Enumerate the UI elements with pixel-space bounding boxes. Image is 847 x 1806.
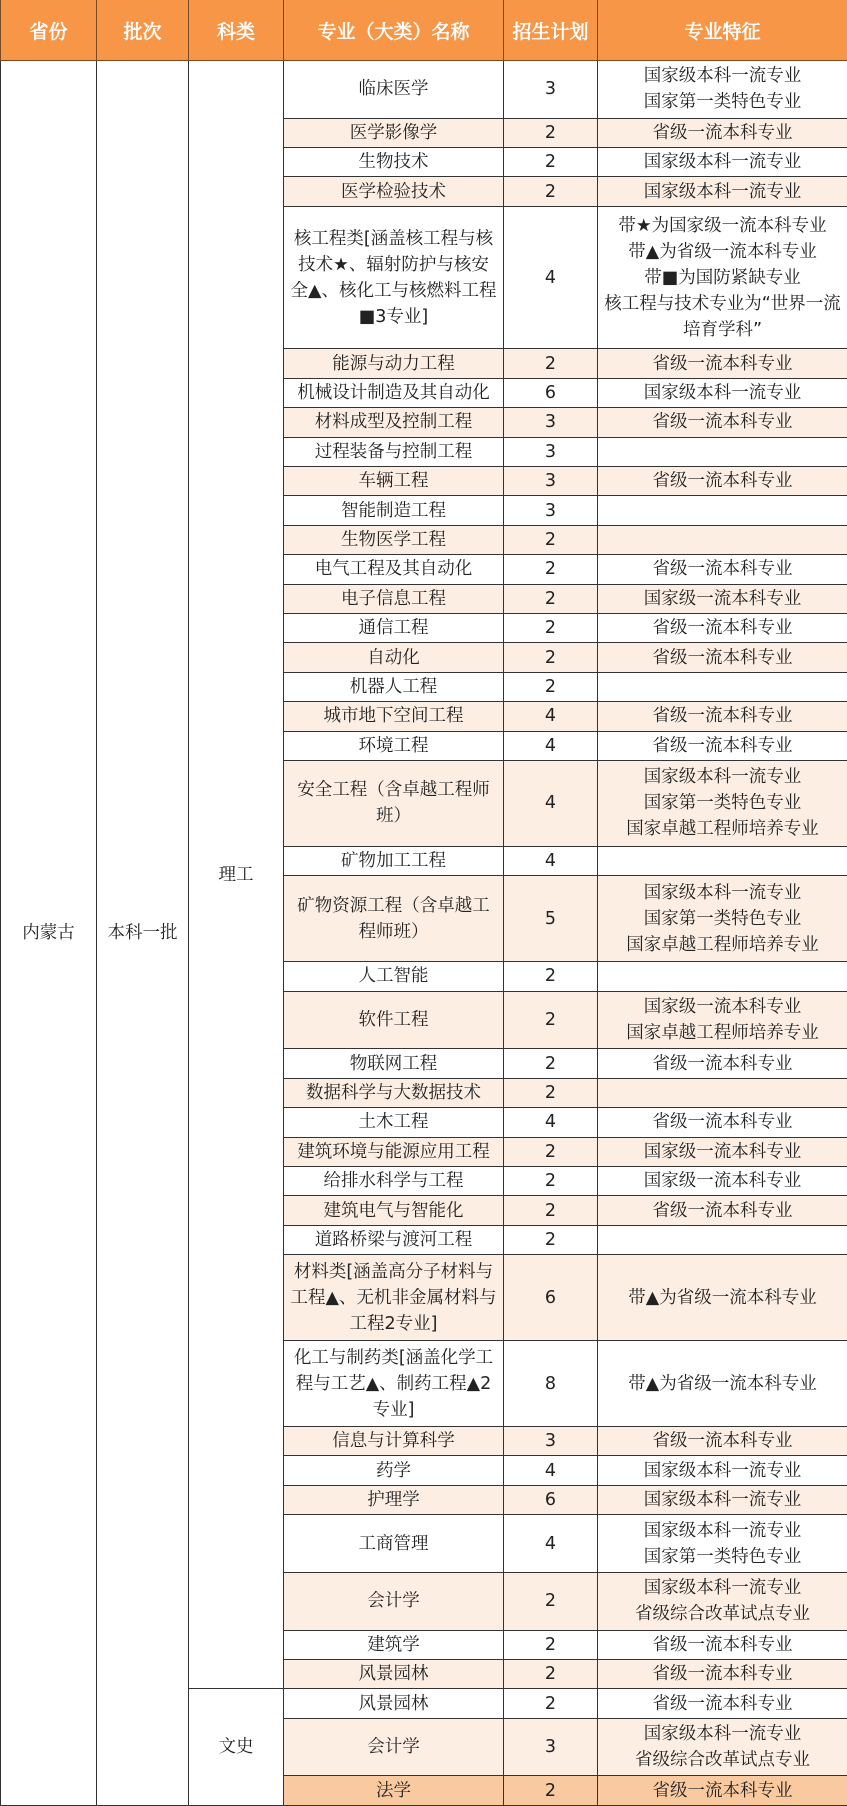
feature-line: 国家级本科一流专业 (643, 1578, 802, 1599)
enrollment-plan: 2 (504, 962, 598, 991)
enrollment-plan: 3 (504, 496, 598, 525)
enrollment-plan: 2 (504, 118, 598, 147)
major-name: 生物医学工程 (284, 525, 504, 554)
major-features (598, 378, 847, 407)
major-name: 车辆工程 (284, 467, 504, 496)
enrollment-plan: 2 (504, 177, 598, 206)
enrollment-plan: 2 (504, 672, 598, 701)
feature-line: 国家级一流本科专业 (643, 997, 802, 1018)
enrollment-plan: 2 (504, 1049, 598, 1078)
feature-line: 省级一流本科专业 (652, 1664, 793, 1685)
feature-line: 国家卓越工程师培养专业 (626, 934, 819, 955)
major-features (598, 991, 847, 1049)
major-features (598, 206, 847, 349)
major-name: 城市地下空间工程 (284, 702, 504, 731)
major-name: 矿物资源工程（含卓越工程师班） (284, 876, 504, 962)
major-features (598, 1166, 847, 1195)
major-name: 建筑学 (284, 1630, 504, 1659)
feature-line: 省级一流本科专业 (652, 1693, 793, 1714)
enrollment-plan: 3 (504, 467, 598, 496)
major-features (598, 1341, 847, 1427)
major-features (598, 177, 847, 206)
major-features (598, 1689, 847, 1718)
major-name: 电气工程及其自动化 (284, 555, 504, 584)
enrollment-plan: 2 (504, 525, 598, 554)
major-features (598, 672, 847, 701)
major-name: 给排水科学与工程 (284, 1166, 504, 1195)
major-features (598, 1456, 847, 1485)
major-features (598, 1049, 847, 1078)
enrollment-plan: 8 (504, 1341, 598, 1427)
major-features (598, 437, 847, 466)
feature-line: 国家第一类特色专业 (643, 908, 802, 929)
major-features (598, 408, 847, 437)
major-features (598, 1196, 847, 1225)
major-name: 会计学 (284, 1718, 504, 1776)
header-plan: 招生计划 (504, 0, 598, 61)
major-name: 生物技术 (284, 148, 504, 177)
enrollment-plan: 2 (504, 643, 598, 672)
major-name: 通信工程 (284, 613, 504, 642)
feature-line: 省级一流本科专业 (652, 1200, 793, 1221)
feature-line: 省级综合改革试点专业 (635, 1604, 810, 1625)
feature-line: 省级一流本科专业 (652, 1634, 793, 1655)
category-cell: 文史 (189, 1689, 284, 1806)
major-name: 医学影像学 (284, 118, 504, 147)
feature-line: 国家级本科一流专业 (643, 1724, 802, 1745)
major-name: 材料类[涵盖高分子材料与工程▲、无机非金属材料与工程2专业] (284, 1255, 504, 1341)
major-name: 风景园林 (284, 1660, 504, 1689)
enrollment-plan: 2 (504, 1572, 598, 1630)
feature-line: 国家级一流本科专业 (643, 1141, 802, 1162)
major-features (598, 1255, 847, 1341)
feature-line: 国家卓越工程师培养专业 (626, 1023, 819, 1044)
major-features (598, 525, 847, 554)
major-name: 智能制造工程 (284, 496, 504, 525)
major-name: 法学 (284, 1776, 504, 1806)
major-name: 工商管理 (284, 1515, 504, 1573)
feature-line: 带▲为省级一流本科专业 (628, 1287, 817, 1308)
major-features (598, 613, 847, 642)
feature-line: 省级一流本科专业 (652, 412, 793, 433)
table-body (1, 61, 847, 1806)
major-name: 机器人工程 (284, 672, 504, 701)
feature-line: 带■为国防紧缺专业 (644, 267, 801, 288)
major-name: 材料成型及控制工程 (284, 408, 504, 437)
major-features (598, 731, 847, 760)
feature-line: 省级一流本科专业 (652, 735, 793, 756)
major-name: 自动化 (284, 643, 504, 672)
major-name: 道路桥梁与渡河工程 (284, 1225, 504, 1254)
feature-line: 省级一流本科专业 (652, 353, 793, 374)
enrollment-plan: 4 (504, 1456, 598, 1485)
enrollment-plan: 2 (504, 584, 598, 613)
major-features (598, 643, 847, 672)
major-features (598, 584, 847, 613)
major-name: 电子信息工程 (284, 584, 504, 613)
enrollment-plan: 4 (504, 731, 598, 760)
major-features (598, 702, 847, 731)
major-name: 临床医学 (284, 61, 504, 119)
feature-line: 省级一流本科专业 (652, 471, 793, 492)
header-category: 科类 (189, 0, 284, 61)
major-features (598, 148, 847, 177)
table-row (1, 61, 847, 119)
major-features (598, 496, 847, 525)
enrollment-plan: 3 (504, 1427, 598, 1456)
enrollment-plan: 5 (504, 876, 598, 962)
major-features (598, 846, 847, 875)
enrollment-plan: 2 (504, 1196, 598, 1225)
enrollment-plan: 4 (504, 206, 598, 349)
major-features (598, 760, 847, 846)
feature-line: 国家第一类特色专业 (643, 793, 802, 814)
feature-line: 省级综合改革试点专业 (635, 1750, 810, 1771)
feature-line: 省级一流本科专业 (652, 559, 793, 580)
header-province: 省份 (1, 0, 97, 61)
major-features (598, 1660, 847, 1689)
enrollment-plan: 3 (504, 437, 598, 466)
major-name: 人工智能 (284, 962, 504, 991)
major-features (598, 61, 847, 119)
feature-line: 国家卓越工程师培养专业 (626, 819, 819, 840)
major-features (598, 1630, 847, 1659)
major-name: 过程装备与控制工程 (284, 437, 504, 466)
feature-line: 核工程与技术专业为“世界一流培育学科” (604, 293, 841, 340)
enrollment-plan: 4 (504, 1108, 598, 1137)
major-name: 医学检验技术 (284, 177, 504, 206)
major-name: 建筑环境与能源应用工程 (284, 1137, 504, 1166)
feature-line: 省级一流本科专业 (652, 706, 793, 727)
major-name: 土木工程 (284, 1108, 504, 1137)
major-features (598, 555, 847, 584)
enrollment-plan: 4 (504, 760, 598, 846)
enrollment-plan: 3 (504, 1718, 598, 1776)
major-features (598, 1427, 847, 1456)
feature-line: 省级一流本科专业 (652, 122, 793, 143)
major-name: 数据科学与大数据技术 (284, 1078, 504, 1107)
enrollment-plan: 2 (504, 1166, 598, 1195)
enrollment-plan: 2 (504, 991, 598, 1049)
feature-line: 国家级本科一流专业 (643, 152, 802, 173)
enrollment-plan: 2 (504, 148, 598, 177)
header-batch: 批次 (97, 0, 189, 61)
major-name: 会计学 (284, 1572, 504, 1630)
header-row (1, 0, 847, 61)
major-features (598, 1776, 847, 1806)
feature-line: 省级一流本科专业 (652, 647, 793, 668)
major-name: 风景园林 (284, 1689, 504, 1718)
major-features (598, 1485, 847, 1514)
enrollment-plan: 4 (504, 1515, 598, 1573)
major-features (598, 118, 847, 147)
major-name: 核工程类[涵盖核工程与核技术★、辐射防护与核安全▲、核化工与核燃料工程■3专业] (284, 206, 504, 349)
major-name: 环境工程 (284, 731, 504, 760)
feature-line: 国家级本科一流专业 (643, 1490, 802, 1511)
major-features (598, 1225, 847, 1254)
major-features (598, 1108, 847, 1137)
enrollment-plan: 4 (504, 846, 598, 875)
feature-line: 省级一流本科专业 (652, 1780, 793, 1801)
enrollment-plan: 2 (504, 1078, 598, 1107)
enrollment-plan: 6 (504, 1255, 598, 1341)
enrollment-plan: 2 (504, 1137, 598, 1166)
major-features (598, 962, 847, 991)
feature-line: 国家级本科一流专业 (643, 181, 802, 202)
enrollment-plan: 3 (504, 408, 598, 437)
enrollment-plan: 2 (504, 1630, 598, 1659)
major-name: 建筑电气与智能化 (284, 1196, 504, 1225)
major-name: 能源与动力工程 (284, 349, 504, 378)
major-features (598, 1572, 847, 1630)
enrollment-plan: 2 (504, 613, 598, 642)
feature-line: 国家级本科一流专业 (643, 882, 802, 903)
major-name: 护理学 (284, 1485, 504, 1514)
feature-line: 国家级本科一流专业 (643, 66, 802, 87)
feature-line: 带★为国家级一流本科专业 (618, 215, 827, 236)
feature-line: 国家级本科一流专业 (643, 1460, 802, 1481)
major-features (598, 1515, 847, 1573)
major-name: 软件工程 (284, 991, 504, 1049)
major-name: 矿物加工工程 (284, 846, 504, 875)
major-features (598, 1137, 847, 1166)
major-name: 机械设计制造及其自动化 (284, 378, 504, 407)
major-name: 物联网工程 (284, 1049, 504, 1078)
enrollment-plan: 2 (504, 349, 598, 378)
feature-line: 国家级本科一流专业 (643, 383, 802, 404)
major-name: 药学 (284, 1456, 504, 1485)
feature-line: 国家级本科一流专业 (643, 1520, 802, 1541)
enrollment-plan: 6 (504, 1485, 598, 1514)
feature-line: 省级一流本科专业 (652, 1053, 793, 1074)
enrollment-plan: 2 (504, 1776, 598, 1806)
enrollment-plan: 2 (504, 1225, 598, 1254)
major-features (598, 467, 847, 496)
enrollment-plan: 2 (504, 1660, 598, 1689)
batch-cell: 本科一批 (97, 61, 189, 1806)
feature-line: 国家级一流本科专业 (643, 588, 802, 609)
feature-line: 国家级一流本科专业 (643, 1171, 802, 1192)
major-name: 化工与制药类[涵盖化学工程与工艺▲、制药工程▲2专业] (284, 1341, 504, 1427)
enrollment-plan: 4 (504, 702, 598, 731)
major-features (598, 1078, 847, 1107)
enrollment-plan: 3 (504, 61, 598, 119)
major-name: 信息与计算科学 (284, 1427, 504, 1456)
category-cell: 理工 (189, 61, 284, 1689)
major-features (598, 349, 847, 378)
feature-line: 国家级本科一流专业 (643, 767, 802, 788)
feature-line: 省级一流本科专业 (652, 1112, 793, 1133)
feature-line: 省级一流本科专业 (652, 1431, 793, 1452)
major-features (598, 876, 847, 962)
feature-line: 国家第一类特色专业 (643, 92, 802, 113)
feature-line: 国家第一类特色专业 (643, 1546, 802, 1567)
major-name: 安全工程（含卓越工程师班） (284, 760, 504, 846)
feature-line: 带▲为省级一流本科专业 (628, 241, 817, 262)
header-major-name: 专业（大类）名称 (284, 0, 504, 61)
major-features (598, 1718, 847, 1776)
header-features: 专业特征 (598, 0, 847, 61)
enrollment-plan: 6 (504, 378, 598, 407)
feature-line: 带▲为省级一流本科专业 (628, 1373, 817, 1394)
enrollment-plan: 2 (504, 1689, 598, 1718)
feature-line: 省级一流本科专业 (652, 618, 793, 639)
province-cell: 内蒙古 (1, 61, 97, 1806)
enrollment-plan: 2 (504, 555, 598, 584)
